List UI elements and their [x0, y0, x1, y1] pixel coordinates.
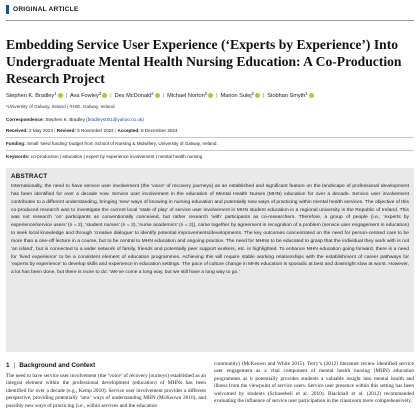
accepted-label: Accepted:: [117, 128, 140, 133]
section-number: 1: [6, 362, 10, 369]
orcid-icon[interactable]: [255, 93, 260, 98]
correspondence-end: ): [142, 117, 144, 122]
author-affiliation-number: 1: [305, 91, 308, 96]
correspondence-text: Stephen K. Bradley (: [45, 117, 88, 122]
affiliations: ¹University of Galway, Ireland | ²HSE, Galway, Ireland: [6, 104, 115, 109]
accepted-date: 8 December 2024: [141, 128, 178, 133]
header-divider: [6, 20, 414, 21]
body-column-right: community) (McKeown and White 2015). Terry’s (2012) literature review identified service user engagement as a vital component of mental health nursing (MHN) education programmes as it potentially provides students a valuable insight into mental health and illness from the viewpoint of service users. Service user presence within this setting has been welcomed by students (Schneebeli et al. 2010). Blackhall et al. (2012) recommended evaluating the influence of service user participation in the classroom more comprehensively.: [214, 361, 414, 405]
orcid-icon[interactable]: [58, 93, 63, 98]
author-affiliation-number: 2: [151, 91, 154, 96]
section-title: Background and Context: [19, 362, 96, 369]
dates-line: Received: 2 May 2024 | Revised: 5 November 2024 | Accepted: 8 December 2024: [6, 128, 178, 133]
author-separator: |: [162, 93, 165, 99]
orcid-icon[interactable]: [155, 93, 160, 98]
article-type-badge: [6, 5, 78, 14]
author-separator: |: [262, 93, 265, 99]
abstract-box: [6, 168, 414, 352]
orcid-icon[interactable]: [102, 93, 107, 98]
abstract-heading: ABSTRACT: [11, 173, 48, 180]
author-separator: |: [110, 93, 112, 99]
author-name[interactable]: Marion Sulej: [220, 93, 252, 99]
meta-divider-2: [6, 150, 414, 151]
author-affiliation-number: 2: [251, 91, 254, 96]
author-affiliation-number: 2: [98, 91, 102, 96]
article-type-label: ORIGINAL ARTICLE: [13, 6, 79, 13]
meta-divider-1: [6, 137, 414, 138]
correspondence-label: Correspondence:: [6, 117, 45, 122]
author-separator: |: [216, 93, 218, 99]
section-1-heading: 1 | Background and Context: [6, 362, 96, 369]
received-label: Received:: [6, 128, 28, 133]
orcid-icon[interactable]: [208, 93, 213, 98]
article-title: Embedding Service User Experience (‘Experts by Experience’) Into Undergraduate Mental Health Nursing Education: A Co-Production Research Project: [6, 37, 402, 86]
keywords-label: Keywords:: [6, 154, 30, 159]
badge-accent-bar: [6, 5, 9, 14]
author-name[interactable]: Stephen K. Bradley: [6, 93, 55, 99]
author-name[interactable]: Ava Fowley: [70, 93, 99, 99]
author-name[interactable]: Michael Norton: [167, 93, 205, 99]
body-column-left: The need to have service user involvement (the ‘voice’ of recovery journeys) established as an integral element within the professional development (education) of MHNs has been identified for over a decade (e.g., Kemp 2010). Service user involvement provides a different perspective, providing potentially ‘new’ ways of understanding MHN (McKeown 2016), and possibly new ways of practicing (i.e., within services and the education: [6, 373, 206, 409]
author-name[interactable]: Des McDonald: [114, 93, 152, 99]
author-affiliation-number: 2: [204, 91, 208, 96]
keywords-line: [6, 154, 202, 159]
orcid-icon[interactable]: [309, 93, 314, 98]
correspondence-email-link[interactable]: bradleys001@yahoo.co.uk: [87, 117, 143, 122]
revised-label: Revised:: [56, 128, 76, 133]
revised-date: 5 November 2024: [77, 128, 114, 133]
author-list: [6, 90, 414, 100]
author-affiliation-number: 1: [54, 91, 57, 96]
keywords-text: co-production | education | expert by experience involvement | mental health nursing: [30, 154, 203, 159]
author-separator: |: [65, 93, 67, 99]
funding-label: Funding:: [6, 141, 26, 146]
funding-text: Small 'seed funding' budget from School of Nursing & Midwifery, University of Galway, Ireland.: [26, 141, 218, 146]
funding-line: [6, 141, 218, 146]
correspondence-line: [6, 117, 144, 122]
received-date: 2 May 2024: [29, 128, 54, 133]
abstract-body: Internationally, the need to have service user involvement (the ‘voice’ of recovery journeys) as an established and significant feature on the landscape of professional development has been identified for over a decade now. Service user involvement in the education of Mental Health Nurses (MHN) education for over a decade. Service user involvement contributes to a different understanding, bringing ‘new’ ways of knowing in nursing education and potentially new ways of practicing within mental health services. The objective of this co-produced research was to investigate the current local ‘state of play’ of service user involvement in MHN student education in a regional university in the Republic of Ireland. This was not research ‘on’ participants as conventionally conceived, but rather research ‘with’ participants as co-researchers. Therefore, a group of people (i.e., ‘experts by experience/service users’ (n = 2), ‘student nurses’ (n = 2), ‘nurse academics’ (n = 2)), came together by agreement in recognition of a problem (service user engagement in education) to seek local knowledge and through ‘creative dialogue’ to identify potential improvements/developments. The key outcomes concentrated on the need for person-centred care to be more than a one-off lecture in a course, but to be central to MHN education and ongoing practice. The need for MHNs to be educated to grasp that the individual they work with is not ‘an island’, but is connected to a wider network of family, friends and potentially peer support workers, etc. is highlighted. To enhance MHN education going forward, there is a need for ‘lived experience’ to be a consistent element of education programmes. Achieving this will require stable working relationships with the establishment of career pathways for ‘experts by experience’ to develop skills and experience in education settings. The pace of culture change in MHN education is sporadic at best and downright slow at worst. However, a lot has been done, but there is more to do: ‘We’ve come a long way, but we still have a long way to go.’: [11, 184, 409, 276]
author-name[interactable]: Siobhan Smyth: [267, 93, 306, 99]
